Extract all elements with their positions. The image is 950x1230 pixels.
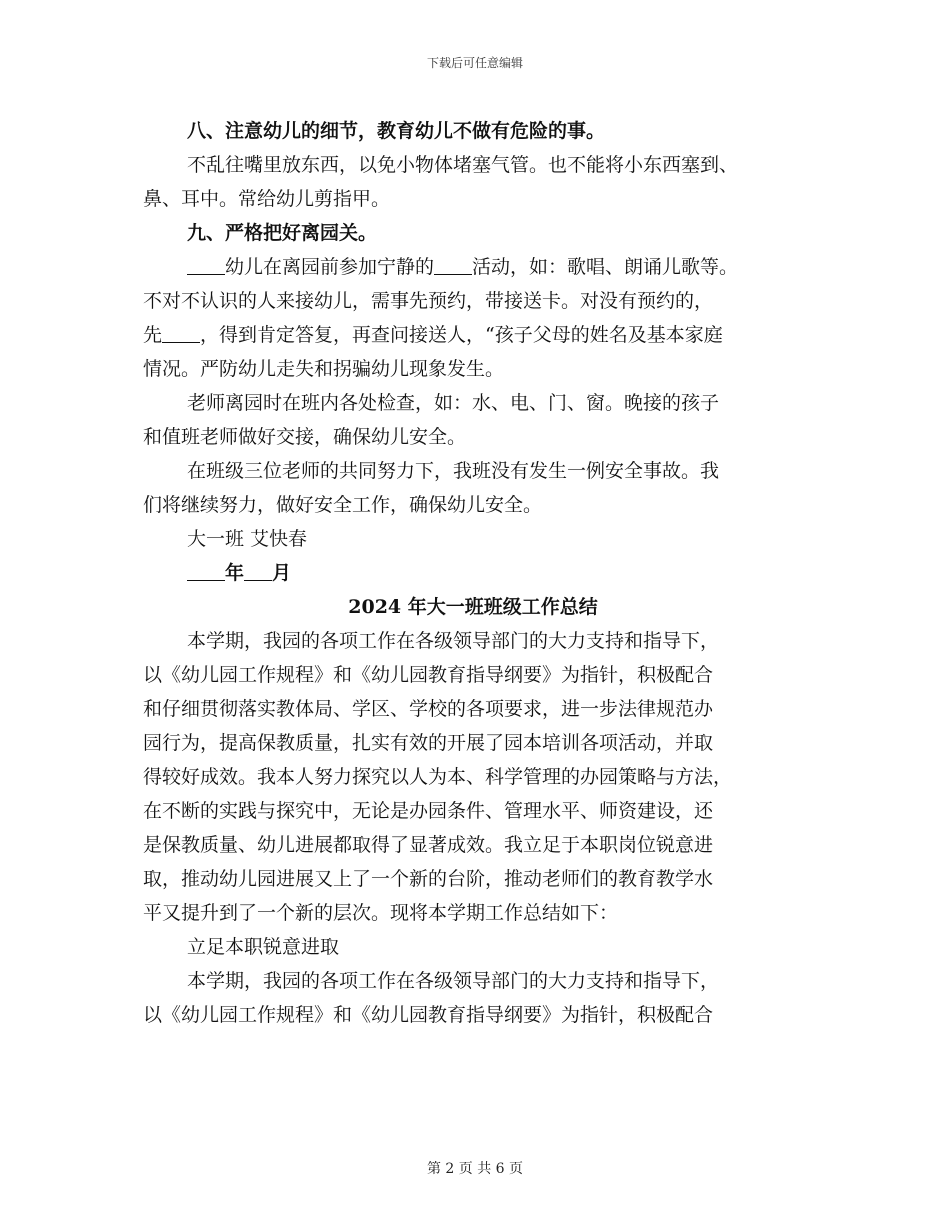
section-heading-9: 九、严格把好离园关。: [187, 222, 378, 244]
text-run: 活动，如：歌唱、朗诵儿歌等。: [472, 256, 739, 278]
paragraph-line: 得较好成效。我本人努力探究以人为本、科学管理的办园策略与方法，: [143, 766, 733, 788]
paragraph-line: 在班级三位老师的共同努力下，我班没有发生一例安全事故。我: [187, 460, 720, 482]
text-run: 月: [272, 562, 292, 584]
page-footer: 第 2 页 共 6 页: [426, 1161, 524, 1177]
paragraph-line: 情况。严防幼儿走失和拐骗幼儿现象发生。: [143, 358, 505, 380]
text-run: 先: [143, 324, 163, 346]
paragraph-line: 以《幼儿园工作规程》和《幼儿园教育指导纲要》为指针，积极配合: [143, 1004, 714, 1026]
paragraph-line: 鼻、耳中。常给幼儿剪指甲。: [143, 188, 391, 210]
paragraph-line: 们将继续努力，做好安全工作，确保幼儿安全。: [143, 494, 543, 516]
text-run: 幼儿在离园前参加宁静的: [225, 256, 435, 278]
signature-line: 大一班 艾快春: [187, 528, 308, 550]
subsection-heading: 立足本职锐意进取: [187, 936, 340, 958]
fill-blank: [434, 252, 472, 275]
paragraph-line: 平又提升到了一个新的层次。现将本学期工作总结如下：: [143, 902, 619, 924]
section-heading-8: 八、注意幼儿的细节，教育幼儿不做有危险的事。: [187, 120, 606, 142]
text-run: ，得到肯定答复，再查问接送人，“孩子父母的姓名及基本家庭: [200, 324, 723, 346]
paragraph-line: 和仔细贯彻落实教体局、学区、学校的各项要求，进一步法律规范办: [143, 698, 714, 720]
paragraph-line: 和值班老师做好交接，确保幼儿安全。: [143, 426, 467, 448]
paragraph-line: 本学期，我园的各项工作在各级领导部门的大力支持和指导下，: [187, 970, 720, 992]
paragraph-line: 不对不认识的人来接幼儿，需事先预约，带接送卡。对没有预约的，: [143, 290, 714, 312]
page-header: 下载后可任意编辑: [426, 56, 523, 70]
paragraph-line: 在不断的实践与探究中，无论是办园条件、管理水平、师资建设，还: [143, 800, 714, 822]
paragraph-line: 取，推动幼儿园进展又上了一个新的台阶，推动老师们的教育教学水: [143, 868, 714, 890]
paragraph-line: 不乱往嘴里放东西，以免小物体堵塞气管。也不能将小东西塞到、: [187, 154, 739, 176]
paragraph-line: 以《幼儿园工作规程》和《幼儿园教育指导纲要》为指针，积极配合: [143, 664, 714, 686]
paragraph-line: 老师离园时在班内各处检查，如：水、电、门、窗。晚接的孩子: [187, 392, 720, 414]
paragraph-line: 园行为，提高保教质量，扎实有效的开展了园本培训各项活动，并取: [143, 732, 714, 754]
paragraph-line: [143, 318, 803, 352]
document-body: [143, 114, 803, 1032]
paragraph-line: 是保教质量、幼儿进展都取得了显著成效。我立足于本职岗位锐意进: [143, 834, 714, 856]
date-line: [143, 556, 803, 590]
fill-blank: [187, 252, 225, 275]
document-title: 2024 年大一班班级工作总结: [348, 596, 598, 618]
text-run: 年: [225, 562, 245, 584]
fill-blank: [162, 320, 200, 343]
paragraph-line: [143, 250, 803, 284]
paragraph-line: 本学期，我园的各项工作在各级领导部门的大力支持和指导下，: [187, 630, 720, 652]
fill-blank: [187, 558, 225, 581]
fill-blank: [244, 558, 272, 581]
